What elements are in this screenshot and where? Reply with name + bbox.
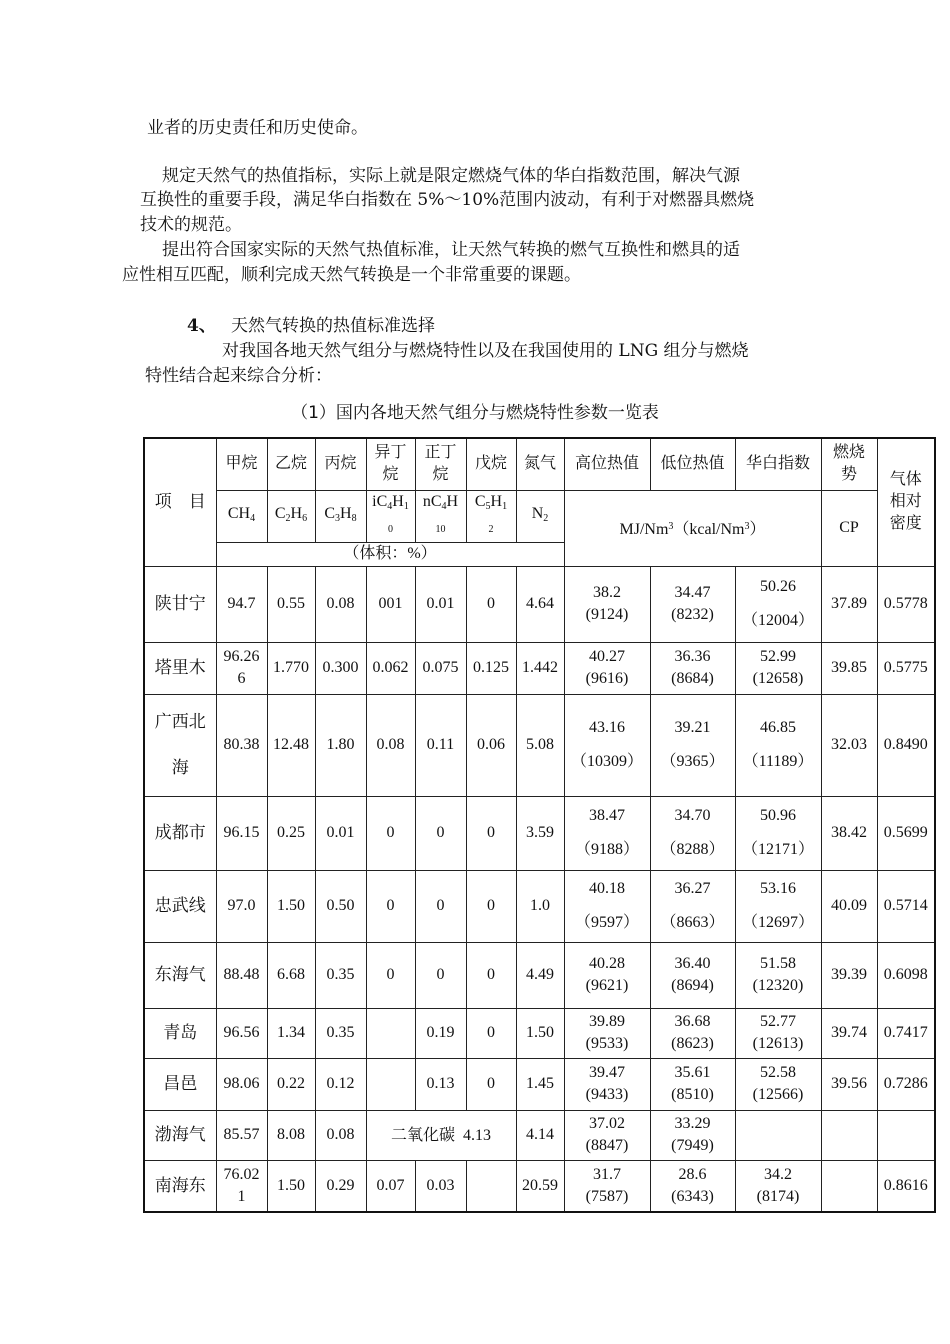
table-row: 南海东 76.02 1 1.50 0.29 0.07 0.03 20.59 31.7 (7587) 28.6 (6343) 34.2 (8174) 0.8616 bbox=[144, 1160, 935, 1212]
paragraph-4-line-2: 特性结合起来综合分析： bbox=[145, 366, 332, 386]
section-number: 4、 bbox=[187, 316, 216, 336]
paragraph-3-line-1: 提出符合国家实际的天然气热值标准，让天然气转换的燃气互换性和燃具的适 bbox=[162, 240, 740, 260]
table-row: 昌邑 98.06 0.22 0.12 0.13 0 1.45 39.47 (9433) 35.61 (8510) 52.58 (12566) 39.56 0.7286 bbox=[144, 1058, 935, 1110]
paragraph-1: 业者的历史责任和历史使命。 bbox=[147, 118, 368, 138]
formula-c2h6: $C_2H_6$ bbox=[267, 490, 315, 542]
header-cp-symbol: CP bbox=[821, 490, 877, 566]
header-pentane: 戊烷 bbox=[466, 438, 516, 490]
header-wobbe: 华白指数 bbox=[735, 438, 821, 490]
formula-ch4: $CH_4$ bbox=[216, 490, 267, 542]
paragraph-2-line-2: 互换性的重要手段，满足华白指数在 5%～10%范围内波动，有利于对燃器具燃烧 bbox=[140, 190, 755, 210]
paragraph-2-line-1: 规定天然气的热值指标，实际上就是限定燃烧气体的华白指数范围，解决气源 bbox=[162, 166, 740, 186]
paragraph-3-line-2: 应性相互匹配，顺利完成天然气转换是一个非常重要的课题。 bbox=[122, 265, 581, 285]
section-title: 天然气转换的热值标准选择 bbox=[231, 316, 435, 336]
header-isobutane: 异丁 烷 bbox=[366, 438, 415, 490]
table-row: 东海气 88.48 6.68 0.35 0 0 0 4.49 40.28 (9621) 36.40 (8694) 51.58 (12320) 39.39 0.6098 bbox=[144, 942, 935, 1008]
table-row: 忠武线 97.0 1.50 0.50 0 0 0 1.0 40.18 （9597） 36.27 （8663） 53.16 （12697） 40.09 0.5714 bbox=[144, 870, 935, 942]
gas-properties-table bbox=[143, 437, 936, 1213]
formula-ic4h10: $iC_4H_1$ $_0$ bbox=[366, 490, 415, 542]
header-density: 气体 相对 密度 bbox=[877, 438, 935, 566]
formula-c3h8: $C_3H_8$ bbox=[315, 490, 366, 542]
table-row: 成都市 96.15 0.25 0.01 0 0 0 3.59 38.47 （9188） 34.70 （8288） 50.96 （12171） 38.42 0.5699 bbox=[144, 796, 935, 870]
header-item: 项 目 bbox=[144, 438, 216, 566]
table-row: 塔里木 96.26 6 1.770 0.300 0.062 0.075 0.125 1.442 40.27 (9616) 36.36 (8684) 52.99 (12658) 39.85 0.5775 bbox=[144, 642, 935, 694]
table-row: 青岛 96.56 1.34 0.35 0.19 0 1.50 39.89 (9533) 36.68 (8623) 52.77 (12613) 39.74 0.7417 bbox=[144, 1008, 935, 1058]
formula-c5h12: $C_5H_1$ $_2$ bbox=[466, 490, 516, 542]
table-row: 广西北 海 80.38 12.48 1.80 0.08 0.11 0.06 5.08 43.16 （10309） 39.21 （9365） 46.85 （11189） 32.03 0.8490 bbox=[144, 694, 935, 796]
header-propane: 丙烷 bbox=[315, 438, 366, 490]
table-row: 陕甘宁 94.7 0.55 0.08 001 0.01 0 4.64 38.2 (9124) 34.47 (8232) 50.26 （12004） 37.89 0.5778 bbox=[144, 566, 935, 642]
paragraph-4-line-1: 对我国各地天然气组分与燃烧特性以及在我国使用的 LNG 组分与燃烧 bbox=[222, 341, 749, 361]
formula-nc4h10: $nC_4H$ $_{10}$ bbox=[415, 490, 466, 542]
header-heat-unit: MJ/Nm$^3$（kcal/Nm$^3$） bbox=[564, 490, 821, 566]
header-volume-unit: （体积：%） bbox=[216, 542, 564, 566]
table-row: 渤海气 85.57 8.08 0.08 二氧化碳 4.13 4.14 37.02 (8847) 33.29 (7949) bbox=[144, 1110, 935, 1160]
header-methane: 甲烷 bbox=[216, 438, 267, 490]
header-nbutane: 正丁 烷 bbox=[415, 438, 466, 490]
header-nitrogen: 氮气 bbox=[516, 438, 564, 490]
paragraph-2-line-3: 技术的规范。 bbox=[140, 215, 242, 235]
co2-cell: 二氧化碳 4.13 bbox=[366, 1110, 516, 1160]
header-hhv: 高位热值 bbox=[564, 438, 650, 490]
header-row-formulas bbox=[144, 490, 935, 542]
header-ethane: 乙烷 bbox=[267, 438, 315, 490]
header-row-names bbox=[144, 438, 935, 490]
header-lhv: 低位热值 bbox=[650, 438, 735, 490]
formula-n2: $N_2$ bbox=[516, 490, 564, 542]
table-caption: （1）国内各地天然气组分与燃烧特性参数一览表 bbox=[291, 403, 659, 423]
header-cp: 燃烧 势 bbox=[821, 438, 877, 490]
